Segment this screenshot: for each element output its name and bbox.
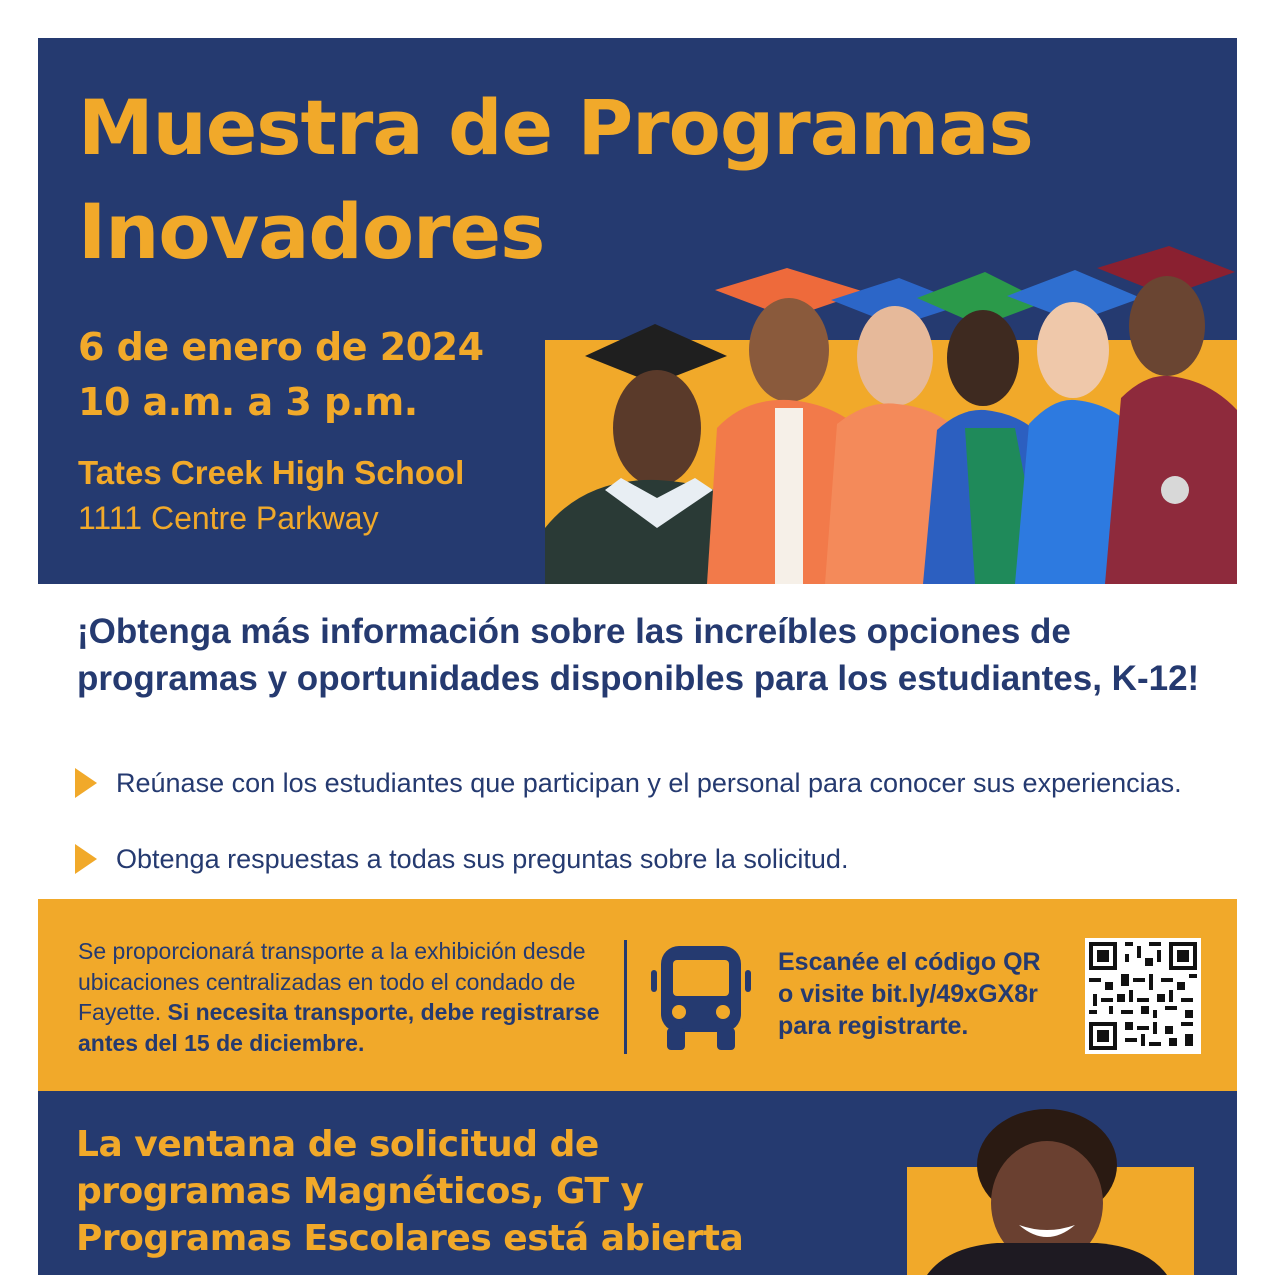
application-window-text: La ventana de solicitud de programas Magnéticos, GT y Programas Escolares está abierta [76, 1124, 744, 1259]
list-item-text: Reúnase con los estudiantes que participan y el personal para conocer sus experiencias. [116, 768, 1182, 798]
transport-info [78, 936, 618, 1058]
page-title: Muestra de Programas Inovadores [78, 83, 1033, 276]
list-item [75, 842, 1195, 876]
student-photo [907, 1107, 1194, 1275]
scan-line-2[interactable]: o visite bit.ly/49xGX8r [778, 980, 1038, 1008]
bus-icon [651, 946, 751, 1050]
register-instructions [778, 946, 1078, 1042]
event-date: 6 de enero de 2024 [78, 325, 484, 369]
qr-code-icon[interactable] [1085, 938, 1201, 1054]
transport-info-regular: Se proporcionará transporte a la exhibición desde ubicaciones centralizadas en todo el condado de Fayette. [78, 938, 586, 1025]
scan-line-3: para registrarte. [778, 1012, 969, 1040]
play-triangle-icon [75, 768, 97, 798]
event-venue: Tates Creek High School [78, 454, 465, 491]
transport-info-deadline: Si necesita transporte, debe registrarse antes del 15 de diciembre. [78, 999, 600, 1056]
list-item [75, 766, 1195, 836]
play-triangle-icon [75, 844, 97, 874]
transport-banner [38, 899, 1237, 1091]
divider [624, 940, 627, 1054]
hero-banner [38, 38, 1237, 584]
event-address: 1111 Centre Parkway [78, 500, 379, 536]
application-window-banner [38, 1091, 1237, 1275]
event-datetime [78, 320, 484, 430]
info-headline: ¡Obtenga más información sobre las increíbles opciones de programas y oportunidades disponibles para los estudiantes, K-12! [77, 612, 1200, 698]
list-item-text: Obtenga respuestas a todas sus preguntas sobre la solicitud. [116, 844, 849, 874]
event-time: 10 a.m. a 3 p.m. [78, 380, 418, 424]
scan-line-1: Escanée el código QR [778, 948, 1041, 976]
graduates-photo [545, 228, 1237, 584]
